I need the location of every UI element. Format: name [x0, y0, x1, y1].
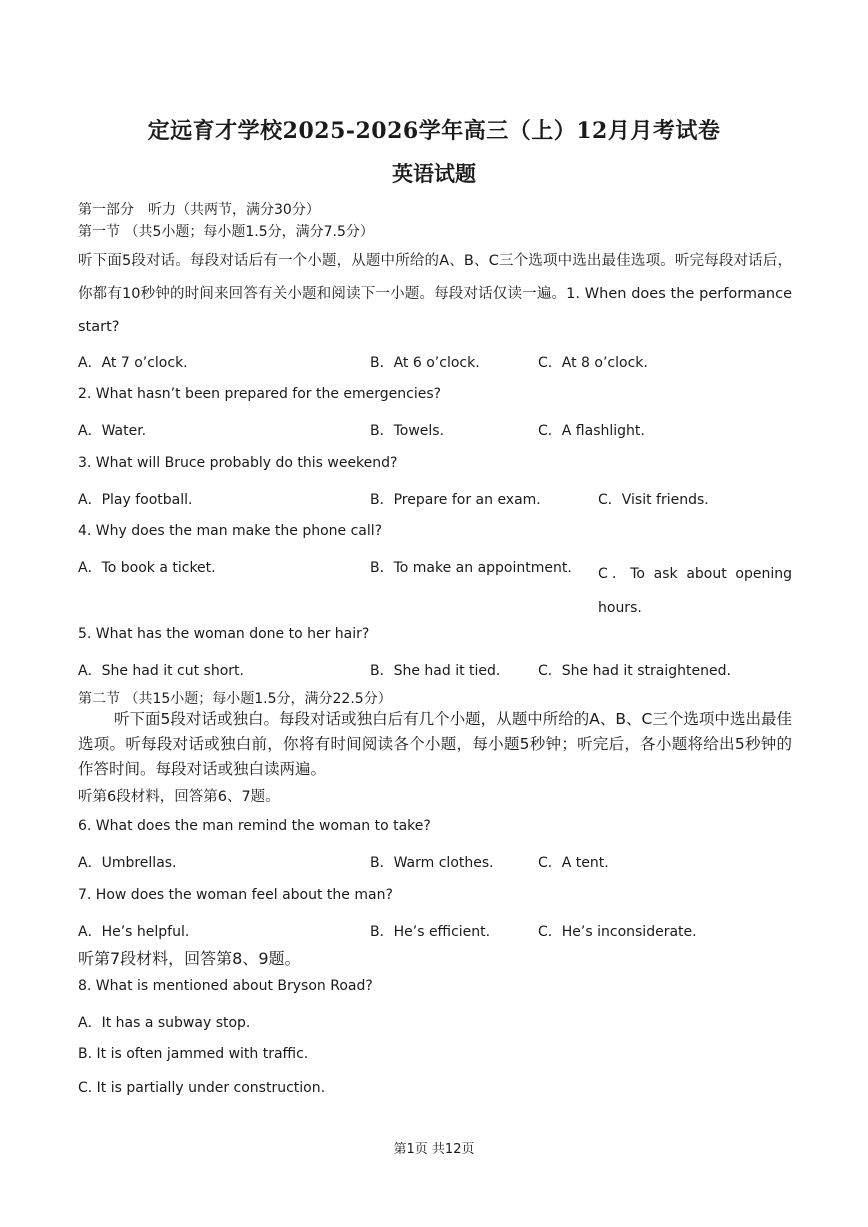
material-7-note: 听第7段材料，回答第8、9题。: [78, 949, 301, 968]
q7-stem: 7. How does the woman feel about the man?: [78, 887, 393, 903]
section1-instructions: 听下面5段对话。每段对话后有一个小题，从题中所给的A、B、C三个选项中选出最佳选项。听完每段对话后，你都有10秒钟的时间来回答有关小题和阅读下一小题。每段对话仅读一遍。1. When does the performance start?: [78, 253, 792, 335]
q4-option-c: C．To ask about opening hours.: [598, 566, 792, 616]
q8-stem: 8. What is mentioned about Bryson Road?: [78, 978, 373, 994]
q4-option-b: B．To make an appointment.: [370, 560, 572, 576]
q2-option-a: A．Water.: [78, 423, 147, 439]
q7-option-b: B．He’s efficient.: [370, 924, 491, 940]
page-number: 第1页 共12页: [393, 1142, 475, 1157]
q5-stem: 5. What has the woman done to her hair?: [78, 626, 370, 642]
q7-option-a: A．He’s helpful.: [78, 924, 190, 940]
q6-stem: 6. What does the man remind the woman to take?: [78, 818, 431, 834]
q5-option-c: C．She had it straightened.: [538, 663, 731, 679]
q1-option-c: C．At 8 o’clock.: [538, 355, 648, 371]
section2-instructions: 听下面5段对话或独白。每段对话或独白后有几个小题，从题中所给的A、B、C三个选项中选出最佳选项。听每段对话或独白前，你将有时间阅读各个小题，每小题5秒钟；听完后，各小题将给出5秒钟的作答时间。每段对话或独白读两遍。: [78, 710, 792, 778]
q2-option-b: B．Towels.: [370, 423, 445, 439]
section1-heading: 第一节 （共5小题；每小题1.5分，满分7.5分）: [78, 224, 374, 240]
q8-option-b: B. It is often jammed with traffic.: [78, 1046, 309, 1062]
q8-option-a: A．It has a subway stop.: [78, 1015, 251, 1031]
q1-option-a: A．At 7 o’clock.: [78, 355, 188, 371]
exam-subtitle: 英语试题: [392, 161, 476, 186]
q4-option-a: A．To book a ticket.: [78, 560, 216, 576]
q6-option-c: C．A tent.: [538, 855, 609, 871]
q3-option-b: B．Prepare for an exam.: [370, 492, 541, 508]
q8-option-c: C. It is partially under construction.: [78, 1080, 326, 1096]
q2-option-c: C．A flashlight.: [538, 423, 645, 439]
material-6-note: 听第6段材料，回答第6、7题。: [78, 789, 280, 805]
q7-option-c: C．He’s inconsiderate.: [538, 924, 697, 940]
q1-option-b: B．At 6 o’clock.: [370, 355, 480, 371]
q3-option-a: A．Play football.: [78, 492, 193, 508]
q3-stem: 3. What will Bruce probably do this weekend?: [78, 455, 398, 471]
q4-stem: 4. Why does the man make the phone call?: [78, 523, 383, 539]
q6-option-a: A．Umbrellas.: [78, 855, 177, 871]
section2-heading: 第二节 （共15小题；每小题1.5分，满分22.5分）: [78, 691, 392, 707]
q3-option-c: C．Visit friends.: [598, 492, 709, 508]
q5-option-a: A．She had it cut short.: [78, 663, 244, 679]
exam-title: 定远育才学校2025-2026学年高三（上）12月月考试卷: [147, 118, 721, 144]
q2-stem: 2. What hasn’t been prepared for the emergencies?: [78, 386, 442, 402]
part1-heading: 第一部分 听力（共两节，满分30分）: [78, 202, 320, 218]
q6-option-b: B．Warm clothes.: [370, 855, 494, 871]
q5-option-b: B．She had it tied.: [370, 663, 501, 679]
